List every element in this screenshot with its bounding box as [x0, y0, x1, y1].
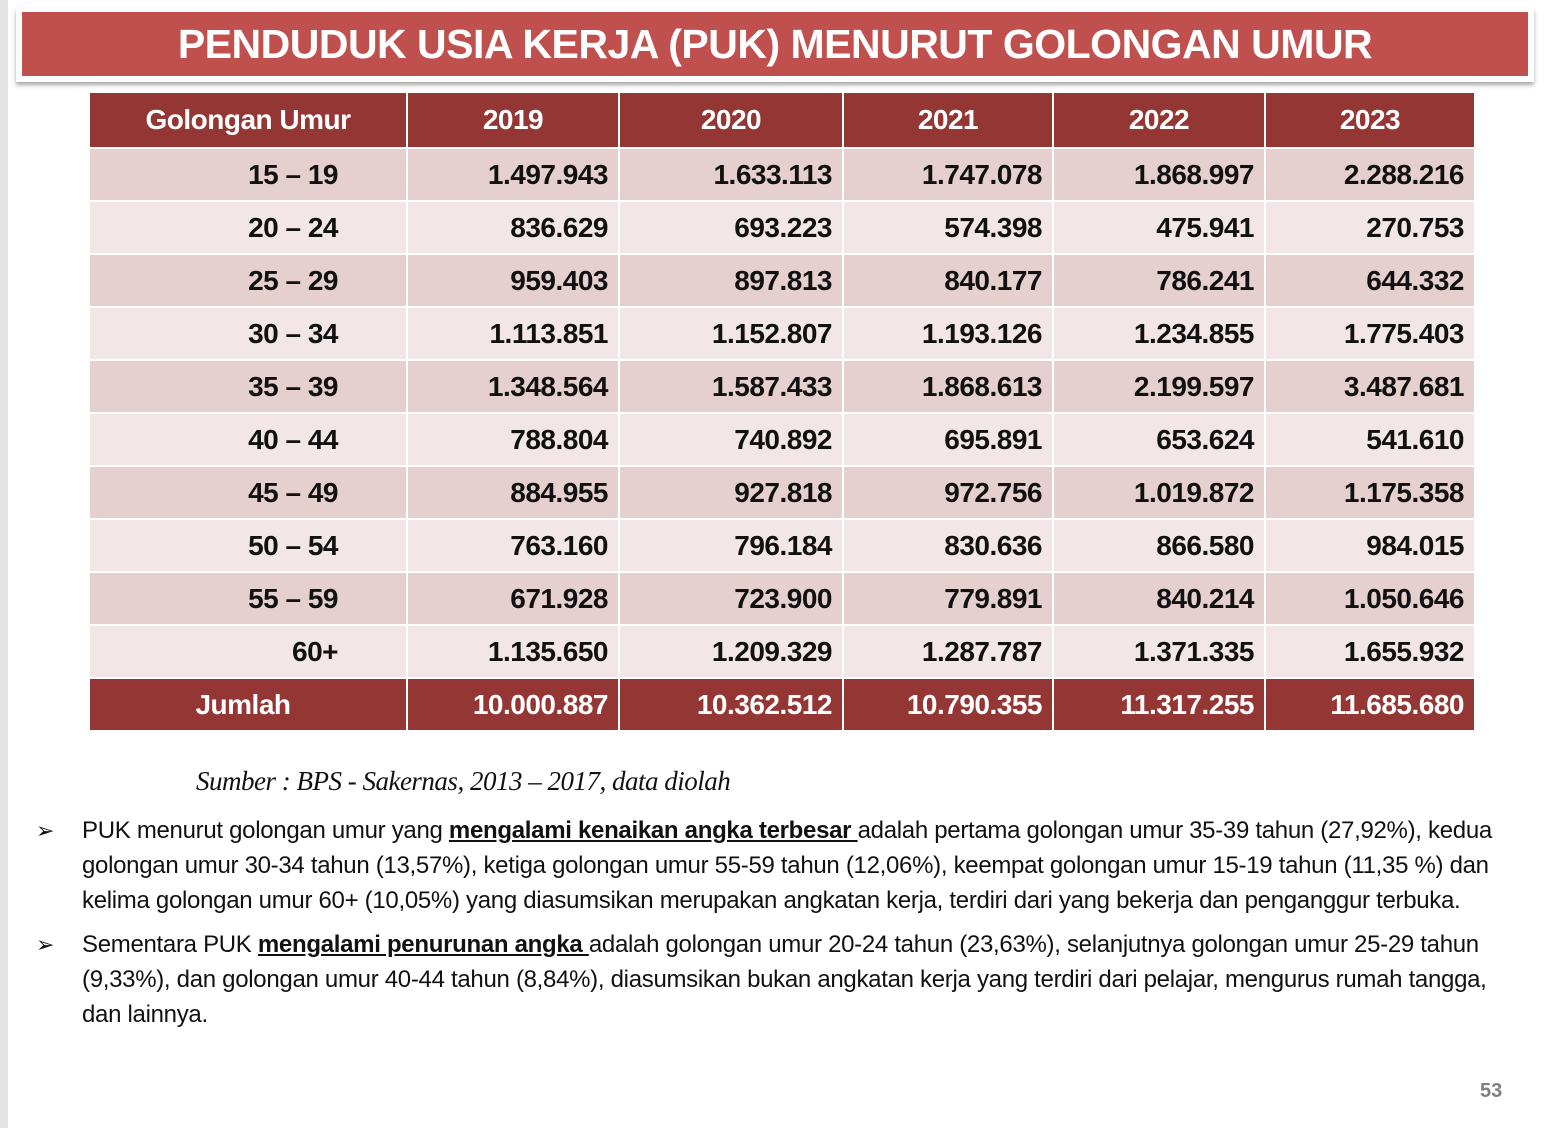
value-cell: 836.629	[407, 201, 619, 254]
bullet-text: Sementara PUK	[82, 931, 258, 958]
column-header: 2021	[843, 92, 1053, 148]
value-cell: 866.580	[1053, 519, 1265, 572]
value-cell: 693.223	[619, 201, 843, 254]
bullet-item	[36, 813, 1516, 918]
column-header: 2020	[619, 92, 843, 148]
value-cell: 1.371.335	[1053, 625, 1265, 678]
total-label: Jumlah	[89, 678, 407, 731]
value-cell: 1.868.613	[843, 360, 1053, 413]
value-cell: 884.955	[407, 466, 619, 519]
total-value-cell: 10.000.887	[407, 678, 619, 731]
bullet-emphasis: mengalami penurunan angka	[257, 931, 589, 958]
table-row	[89, 413, 1475, 466]
age-group-cell: 40 – 44	[89, 413, 407, 466]
value-cell: 695.891	[843, 413, 1053, 466]
age-group-cell: 30 – 34	[89, 307, 407, 360]
table-row	[89, 360, 1475, 413]
age-group-cell: 20 – 24	[89, 201, 407, 254]
bullet-text: PUK menurut golongan umur yang	[82, 817, 449, 844]
table-row	[89, 307, 1475, 360]
value-cell: 541.610	[1265, 413, 1475, 466]
value-cell: 779.891	[843, 572, 1053, 625]
value-cell: 788.804	[407, 413, 619, 466]
value-cell: 1.633.113	[619, 148, 843, 201]
bullet-text: adalah golongan umur 20-24 tahun (23,63%), selanjutnya golongan umur 25-29 tahun (9,33%), dan golongan umur 40-44 tahun (8,84%), diasumsikan bukan angkatan kerja yang terdiri dari pelajar, mengurus rumah tangga, dan lainnya.	[82, 931, 1487, 1028]
table-row	[89, 625, 1475, 678]
age-group-cell: 45 – 49	[89, 466, 407, 519]
value-cell: 763.160	[407, 519, 619, 572]
table-row	[89, 148, 1475, 201]
age-group-cell: 15 – 19	[89, 148, 407, 201]
value-cell: 270.753	[1265, 201, 1475, 254]
value-cell: 972.756	[843, 466, 1053, 519]
table-row	[89, 254, 1475, 307]
slide-edge	[0, 0, 8, 1128]
table-row	[89, 519, 1475, 572]
value-cell: 1.747.078	[843, 148, 1053, 201]
value-cell: 1.655.932	[1265, 625, 1475, 678]
column-header: 2022	[1053, 92, 1265, 148]
value-cell: 897.813	[619, 254, 843, 307]
arrow-bullet-icon: ➢	[36, 818, 55, 843]
table-header-row	[89, 92, 1475, 148]
column-header: 2019	[407, 92, 619, 148]
value-cell: 1.868.997	[1053, 148, 1265, 201]
value-cell: 1.193.126	[843, 307, 1053, 360]
age-group-cell: 50 – 54	[89, 519, 407, 572]
value-cell: 1.234.855	[1053, 307, 1265, 360]
value-cell: 959.403	[407, 254, 619, 307]
column-header: 2023	[1265, 92, 1475, 148]
age-group-cell: 55 – 59	[89, 572, 407, 625]
value-cell: 740.892	[619, 413, 843, 466]
value-cell: 1.152.807	[619, 307, 843, 360]
value-cell: 644.332	[1265, 254, 1475, 307]
value-cell: 1.775.403	[1265, 307, 1475, 360]
bullet-text: adalah pertama golongan umur 35-39 tahun (27,92%), kedua golongan umur 30-34 tahun (13,57%), ketiga golongan umur 55-59 tahun (12,06%), keempat golongan umur 15-19 tahun (11,35 %) dan kelima golongan umur 60+ (10,05%) yang diasumsikan merupakan angkatan kerja, terdiri dari yang bekerja dan penganggur terbuka.	[82, 817, 1492, 914]
value-cell: 653.624	[1053, 413, 1265, 466]
total-value-cell: 11.685.680	[1265, 678, 1475, 731]
table-row	[89, 466, 1475, 519]
value-cell: 830.636	[843, 519, 1053, 572]
value-cell: 1.587.433	[619, 360, 843, 413]
value-cell: 840.214	[1053, 572, 1265, 625]
table-row	[89, 572, 1475, 625]
value-cell: 1.175.358	[1265, 466, 1475, 519]
value-cell: 927.818	[619, 466, 843, 519]
value-cell: 1.113.851	[407, 307, 619, 360]
value-cell: 796.184	[619, 519, 843, 572]
total-row	[89, 678, 1475, 731]
total-value-cell: 11.317.255	[1053, 678, 1265, 731]
value-cell: 2.199.597	[1053, 360, 1265, 413]
value-cell: 1.135.650	[407, 625, 619, 678]
value-cell: 1.019.872	[1053, 466, 1265, 519]
total-value-cell: 10.790.355	[843, 678, 1053, 731]
slide-title: PENDUDUK USIA KERJA (PUK) MENURUT GOLONGAN UMUR	[22, 12, 1528, 76]
value-cell: 786.241	[1053, 254, 1265, 307]
age-group-cell: 35 – 39	[89, 360, 407, 413]
arrow-bullet-icon: ➢	[36, 932, 55, 957]
value-cell: 1.287.787	[843, 625, 1053, 678]
value-cell: 984.015	[1265, 519, 1475, 572]
age-group-cell: 60+	[89, 625, 407, 678]
source-note: Sumber : BPS - Sakernas, 2013 – 2017, data diolah	[196, 766, 731, 796]
bullet-item	[36, 927, 1516, 1032]
value-cell: 3.487.681	[1265, 360, 1475, 413]
age-group-table	[88, 91, 1476, 732]
age-group-cell: 25 – 29	[89, 254, 407, 307]
value-cell: 1.497.943	[407, 148, 619, 201]
value-cell: 1.050.646	[1265, 572, 1475, 625]
value-cell: 574.398	[843, 201, 1053, 254]
title-frame	[16, 8, 1534, 82]
value-cell: 1.209.329	[619, 625, 843, 678]
value-cell: 2.288.216	[1265, 148, 1475, 201]
value-cell: 840.177	[843, 254, 1053, 307]
page-number: 53	[1480, 1080, 1503, 1102]
value-cell: 723.900	[619, 572, 843, 625]
value-cell: 671.928	[407, 572, 619, 625]
bullet-emphasis: mengalami kenaikan angka terbesar	[448, 817, 858, 844]
value-cell: 475.941	[1053, 201, 1265, 254]
bullet-list	[36, 813, 1516, 1041]
total-value-cell: 10.362.512	[619, 678, 843, 731]
value-cell: 1.348.564	[407, 360, 619, 413]
column-header: Golongan Umur	[89, 92, 407, 148]
table-row	[89, 201, 1475, 254]
